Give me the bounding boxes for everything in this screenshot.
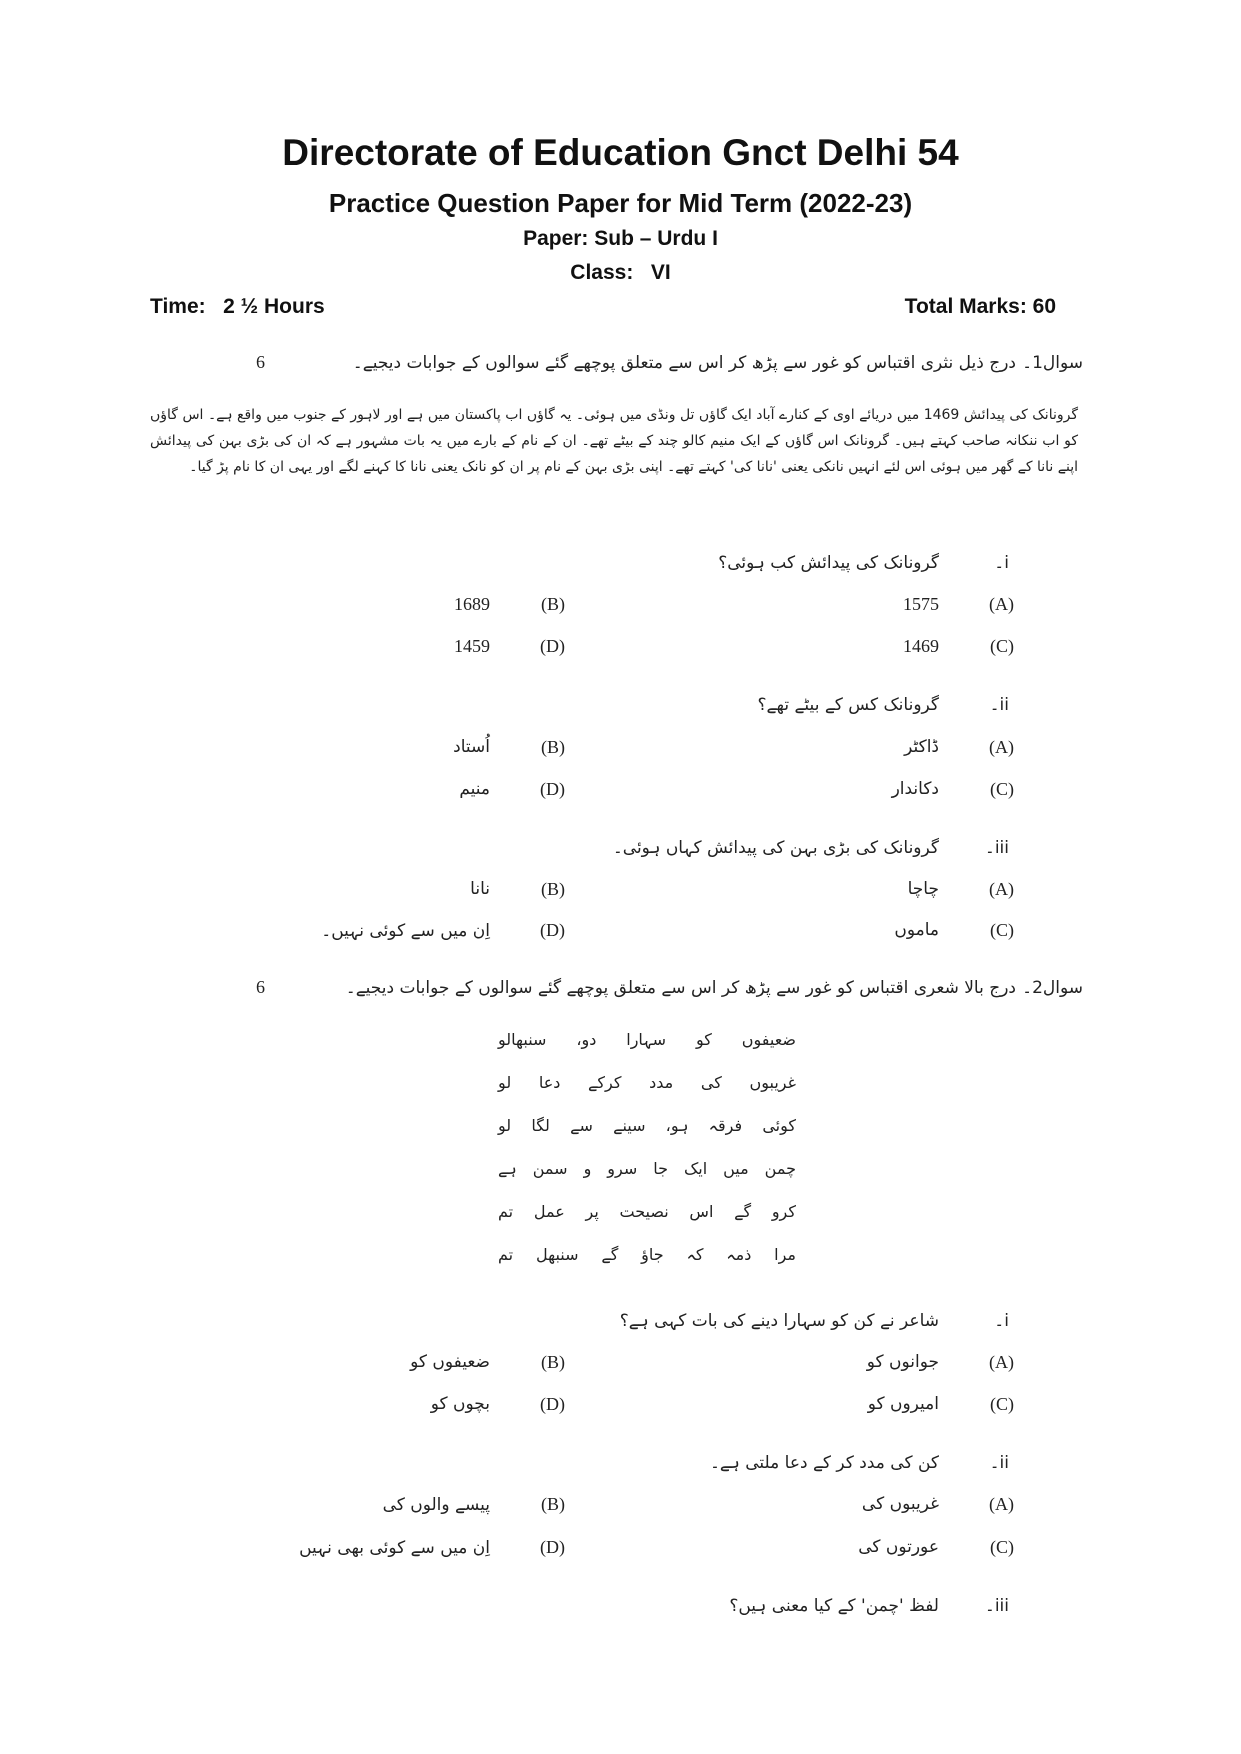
q2-i-option-c-label: (C) (990, 1394, 1014, 1414)
poem-word: لو (498, 1116, 512, 1135)
q2-ii-number: ii۔ (989, 1453, 1009, 1473)
poem-line (498, 1030, 796, 1073)
q1-iii-option-d: اِن میں سے کوئی نہیں۔ (321, 921, 490, 941)
q2-ii-option-c-label: (C) (990, 1537, 1014, 1557)
q2-i-option-b-label: (B) (541, 1352, 565, 1372)
page-title: Directorate of Education Gnct Delhi 54 (282, 132, 959, 173)
q1-iii-text: گرونانک کی بڑی بہن کی پیدائش کہاں ہوئی۔ (612, 838, 939, 858)
q2-i-option-c: امیروں کو (867, 1394, 939, 1414)
q1-i-option-d: 1459 (454, 636, 490, 656)
q1-iii-option-d-label: (D) (540, 920, 565, 940)
poem-word: فرقہ (708, 1116, 743, 1135)
poem-word: سمن (532, 1159, 568, 1178)
poem-word: سینے (613, 1116, 646, 1135)
q1-i-option-d-label: (D) (540, 636, 565, 656)
q1-i-option-b: 1689 (454, 594, 490, 614)
q1-ii-option-d-label: (D) (540, 779, 565, 799)
poem-word: دعا (538, 1073, 561, 1092)
q1-i-option-c: 1469 (903, 636, 939, 656)
q1-iii-option-a: چاچا (907, 879, 939, 899)
poem-word: پر (585, 1202, 599, 1221)
time-label: Time: 2 ½ Hours (150, 295, 325, 318)
poem-word: سنبھالو (498, 1030, 547, 1049)
q1-iii-option-c: ماموں (894, 920, 939, 940)
q1-i-option-a-label: (A) (989, 594, 1014, 614)
poem-word: تم (498, 1202, 514, 1221)
q1-ii-option-c: دکاندار (891, 779, 939, 799)
poem-word: و (583, 1159, 592, 1178)
poem-word: اس (689, 1202, 714, 1221)
poem-word: کی (700, 1073, 722, 1092)
q1-ii-option-b: اُستاد (453, 737, 490, 757)
poem-word: کو (695, 1030, 712, 1049)
poem-line (498, 1202, 796, 1245)
q2-ii-text: کن کی مدد کر کے دعا ملتی ہے۔ (709, 1453, 939, 1473)
poem-word: مرا (774, 1245, 796, 1264)
poem-word: غریبوں (749, 1073, 796, 1092)
poem-word: لگا (531, 1116, 550, 1135)
poem-word: گے (601, 1245, 619, 1264)
poem-word: ذمہ (726, 1245, 752, 1264)
poem-word: دو، (576, 1030, 597, 1049)
q1-passage: گرونانک کی پیدائش 1469 میں دریائے اوی کے کنارے آباد ایک گاؤں تل ونڈی میں ہوئی۔ یہ گاؤں اب پاکستان میں ہے اور لاہور کے جنوب میں واقع ہے۔ اس گاؤں کو اب ننکانہ صاحب کہتے ہیں۔ گرونانک اس گاؤں کے ایک منیم کالو چند کے بیٹے تھے۔ ان کے نام کے بارے میں یہ بات مشہور ہے کہ ان کی بڑی بہن کی پیدائش اپنے نانا کے گھر میں ہوئی اس لئے انہیں نانکی یعنی 'نانا کی' کہتے تھے۔ اپنی بڑی بہن کے نام پر ان کو نانک یعنی نانا کا کہنے لگے اور یہی ان کا نام پڑ گیا۔ (150, 407, 1079, 475)
q2-i-option-b: ضعیفوں کو (410, 1352, 490, 1372)
poem-word: لو (498, 1073, 512, 1092)
q1-iii-option-b: نانا (470, 879, 490, 899)
q2-ii-option-c: عورتوں کی (858, 1537, 939, 1557)
q2-i-option-d-label: (D) (540, 1394, 565, 1414)
q1-i-option-a: 1575 (903, 594, 939, 614)
q2-ii-option-b: پیسے والوں کی (382, 1495, 490, 1515)
q1-i-option-b-label: (B) (541, 594, 565, 614)
q2-i-option-a: جوانوں کو (866, 1352, 939, 1372)
q1-label: سوال1۔ (1022, 353, 1083, 373)
q1-iii-option-c-label: (C) (990, 920, 1014, 940)
q1-ii-option-a-label: (A) (989, 737, 1014, 757)
q2-ii-option-d: اِن میں سے کوئی بھی نہیں (299, 1538, 490, 1558)
q2-i-option-d: بچوں کو (430, 1394, 490, 1414)
poem-word: سنبھل (535, 1245, 579, 1264)
class-label: Class: VI (570, 261, 671, 284)
poem-word: ایک (683, 1159, 708, 1178)
poem-word: سے (570, 1116, 593, 1135)
q1-i-option-c-label: (C) (990, 636, 1014, 656)
paper-subject: Paper: Sub – Urdu I (523, 227, 718, 250)
q1-instruction: درج ذیل نثری اقتباس کو غور سے پڑھ کر اس سے متعلق پوچھے گئے سوالوں کے جوابات دیجیے۔ (352, 353, 1016, 373)
poem-word: ہے (498, 1159, 517, 1178)
poem-word: سہارا (626, 1030, 667, 1049)
q1-iii-number: iii۔ (984, 838, 1009, 858)
q1-ii-option-c-label: (C) (990, 779, 1014, 799)
poem (498, 1030, 796, 1288)
poem-line (498, 1116, 796, 1159)
poem-line (498, 1159, 796, 1202)
poem-word: جا (653, 1159, 668, 1178)
poem-word: تم (498, 1245, 514, 1264)
poem-word: ہو، (665, 1116, 689, 1135)
q2-ii-option-a: غریبوں کی (861, 1494, 939, 1514)
q2-iii-number: iii۔ (984, 1596, 1009, 1616)
page-subtitle: Practice Question Paper for Mid Term (2022-23) (328, 188, 913, 218)
poem-word: کوئی (762, 1116, 796, 1135)
poem-word: کرو (771, 1202, 796, 1221)
q2-ii-option-b-label: (B) (541, 1494, 565, 1514)
q1-i-number: i۔ (994, 553, 1009, 573)
q2-ii-option-a-label: (A) (989, 1494, 1014, 1514)
poem-word: عمل (533, 1202, 565, 1221)
q1-ii-option-d: منیم (459, 779, 490, 799)
poem-word: کرکے (588, 1073, 622, 1092)
poem-word: گے (734, 1202, 752, 1221)
q2-i-text: شاعر نے کن کو سہارا دینے کی بات کہی ہے؟ (619, 1311, 939, 1331)
q1-marks: 6 (256, 352, 265, 372)
q1-i-text: گرونانک کی پیدائش کب ہوئی؟ (718, 553, 939, 573)
q2-i-number: i۔ (994, 1311, 1009, 1331)
q1-iii-option-b-label: (B) (541, 879, 565, 899)
poem-word: نصیحت (619, 1202, 669, 1221)
poem-word: کہ (686, 1245, 704, 1264)
q2-marks: 6 (256, 977, 265, 997)
poem-line (498, 1245, 796, 1288)
q2-label: سوال2۔ (1022, 978, 1083, 998)
q2-i-option-a-label: (A) (989, 1352, 1014, 1372)
q1-ii-number: ii۔ (989, 695, 1009, 715)
poem-word: میں (723, 1159, 749, 1178)
poem-word: ضعیفوں (741, 1030, 796, 1049)
q2-ii-option-d-label: (D) (540, 1537, 565, 1557)
q1-ii-text: گرونانک کس کے بیٹے تھے؟ (757, 695, 939, 715)
total-marks: Total Marks: 60 (904, 295, 1056, 318)
q1-iii-option-a-label: (A) (989, 879, 1014, 899)
poem-word: جاؤ (641, 1245, 664, 1264)
q1-ii-option-a: ڈاکٹر (904, 737, 939, 757)
poem-word: سرو (607, 1159, 638, 1178)
q2-iii-text: لفظ 'چمن' کے کیا معنی ہیں؟ (729, 1596, 939, 1616)
poem-line (498, 1073, 796, 1116)
poem-word: مدد (649, 1073, 674, 1092)
q1-ii-option-b-label: (B) (541, 737, 565, 757)
poem-word: چمن (764, 1159, 796, 1178)
q2-instruction: درج بالا شعری اقتباس کو غور سے پڑھ کر اس سے متعلق پوچھے گئے سوالوں کے جوابات دیجیے۔ (345, 978, 1016, 998)
